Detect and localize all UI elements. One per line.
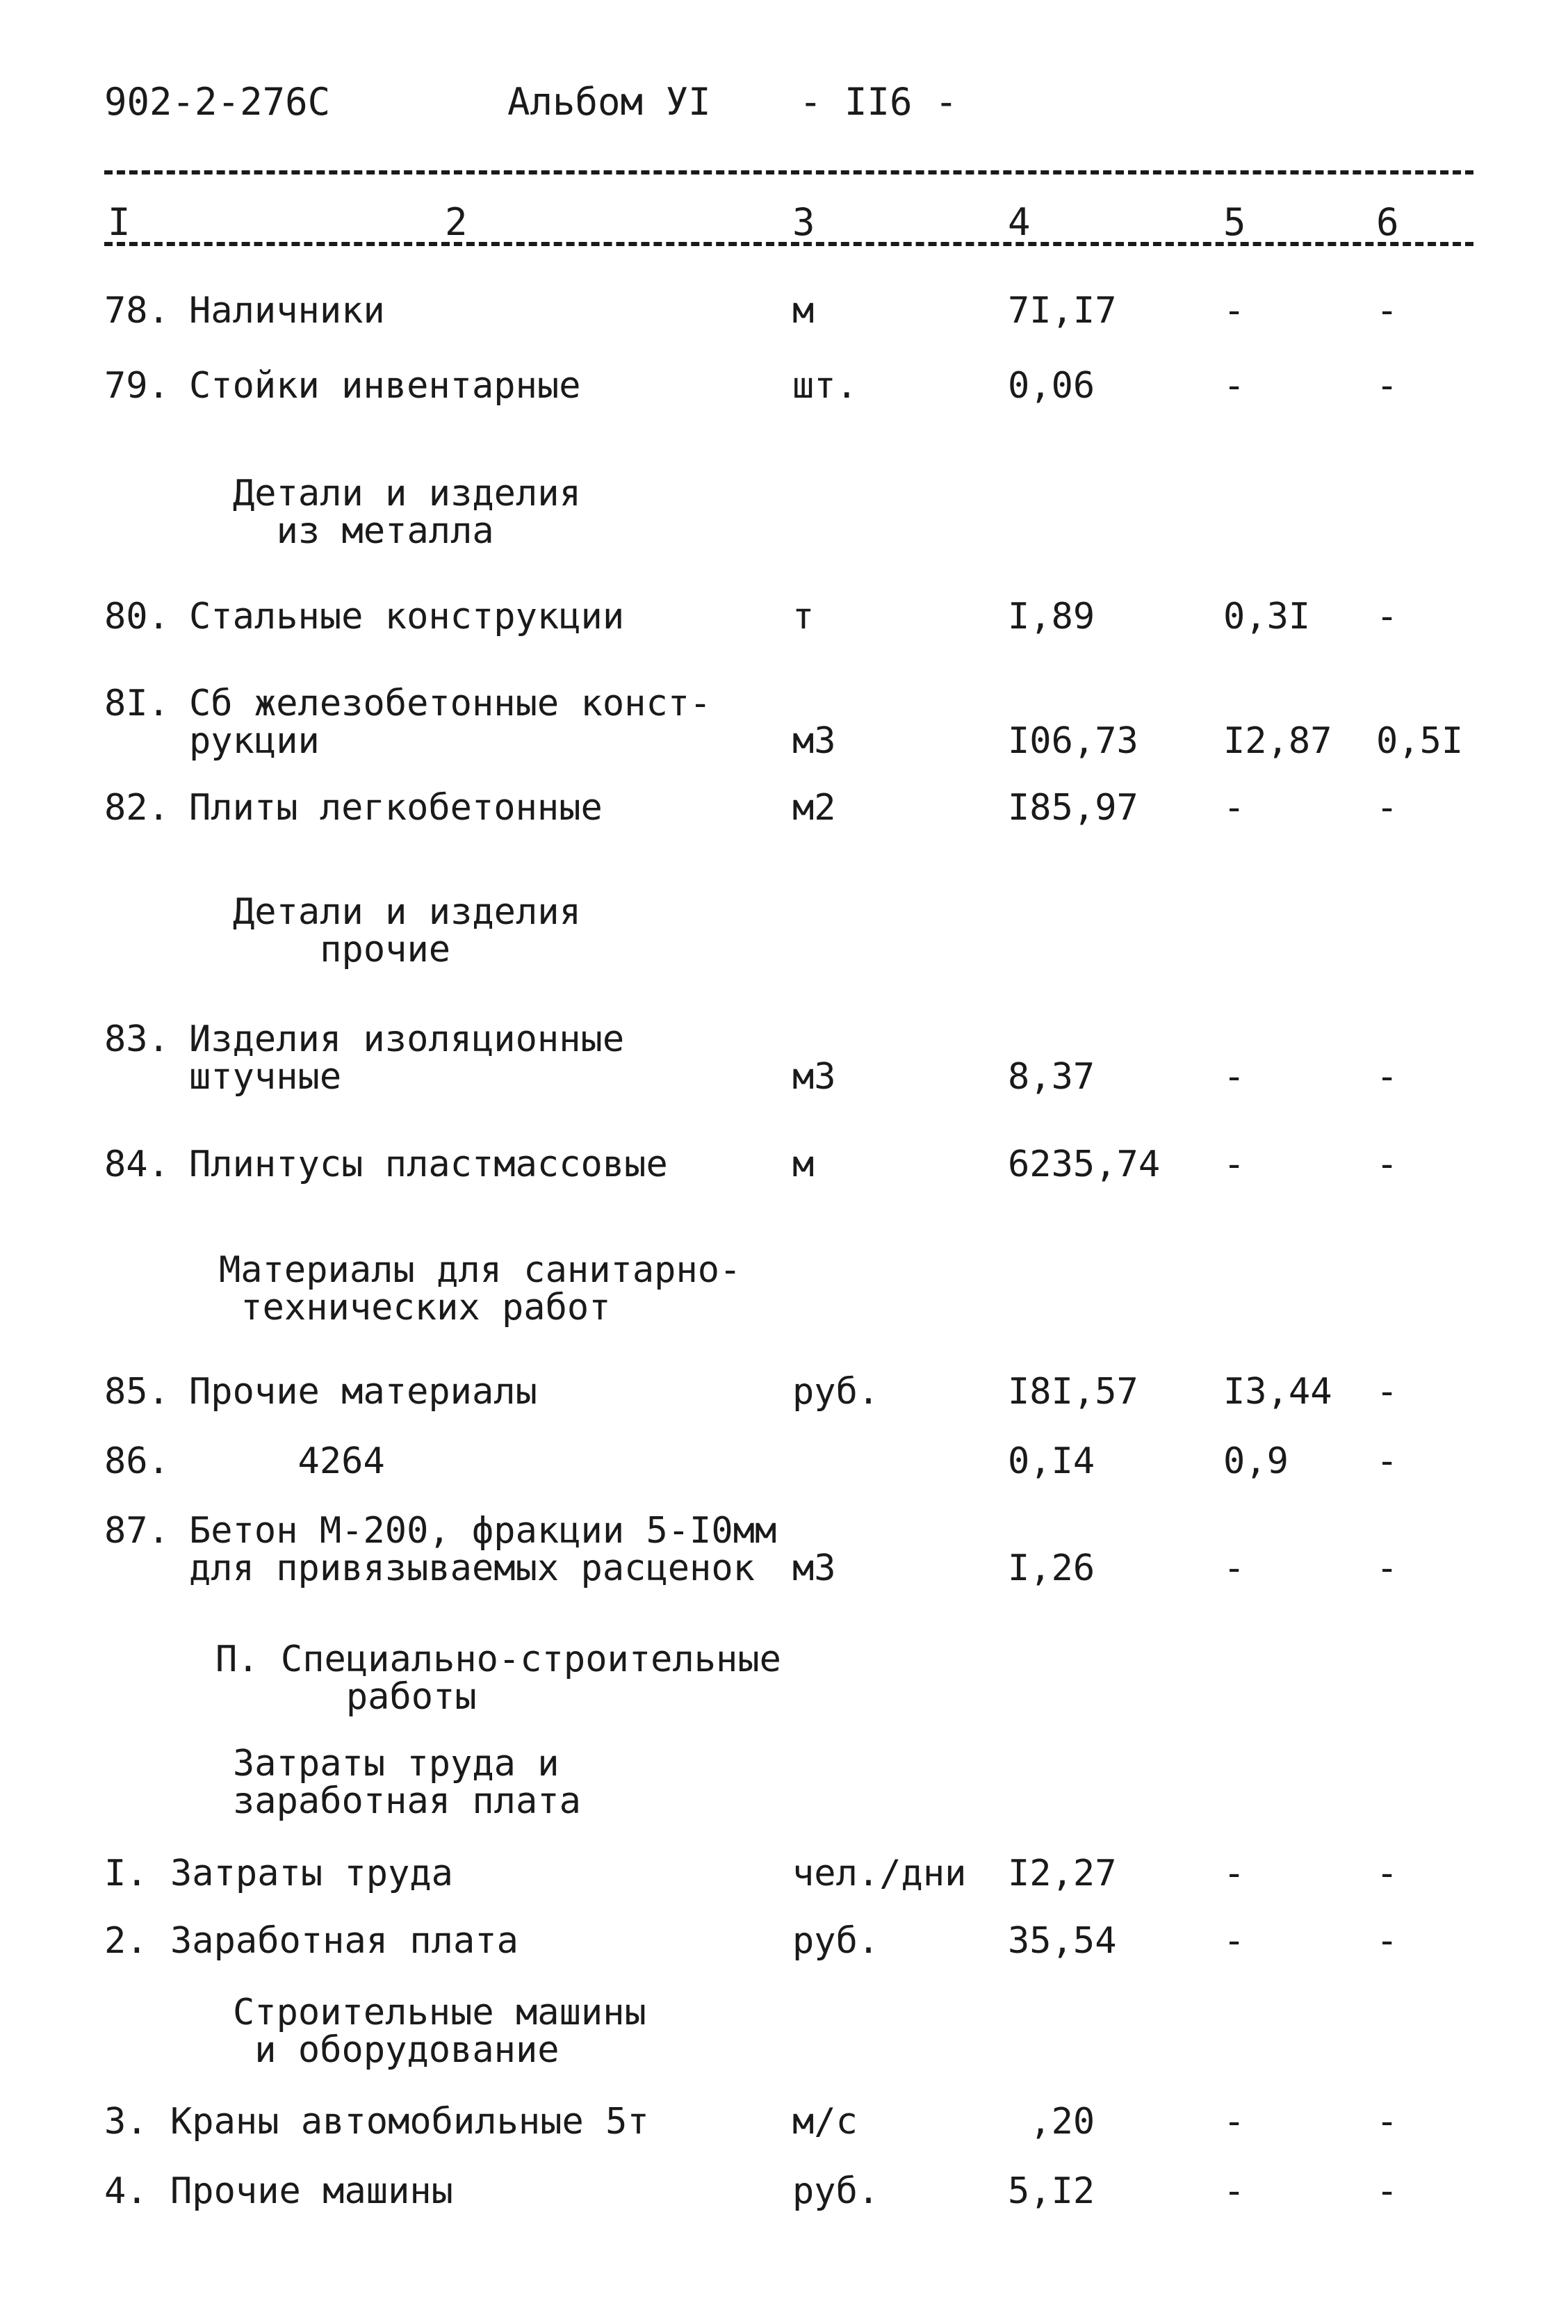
row-unit: м3: [792, 1547, 836, 1589]
row-col5: -: [1223, 787, 1246, 829]
row-col5: -: [1223, 365, 1246, 407]
row-col4: ,20: [1008, 2101, 1095, 2143]
row-col4: I06,73: [1008, 720, 1138, 762]
row-col5: 0,3I: [1223, 596, 1311, 637]
row-col6: -: [1376, 1056, 1398, 1098]
row-col4: 6235,74: [1008, 1144, 1161, 1185]
row-col6: -: [1376, 2101, 1398, 2143]
row-col5: 0,9: [1223, 1440, 1289, 1482]
row-name: Стойки инвентарные: [189, 365, 581, 407]
row-name: Прочие материалы: [189, 1371, 537, 1413]
row-name: Бетон М-200, фракции 5-I0мм для привязываемых расценок: [189, 1510, 777, 1589]
column-1-header: I: [108, 200, 131, 244]
row-col5: I2,87: [1223, 720, 1332, 762]
row-col5: -: [1223, 1144, 1246, 1185]
row-name: Плиты легкобетонные: [189, 787, 603, 829]
row-name: Сб железобетонные конст- рукции: [189, 683, 712, 762]
row-unit: м3: [792, 1056, 836, 1098]
row-number: 2.: [104, 1920, 148, 1962]
row-unit: руб.: [792, 1920, 880, 1962]
row-col5: -: [1223, 1547, 1246, 1589]
row-unit: т: [792, 596, 815, 637]
row-col6: -: [1376, 365, 1398, 407]
row-name: Краны автомобильные 5т: [170, 2101, 649, 2143]
section-heading: Материалы для санитарно- технических работ: [219, 1249, 742, 1328]
row-name: Стальные конструкции: [189, 596, 625, 637]
row-name: Затраты труда: [170, 1853, 453, 1894]
row-number: 79.: [104, 365, 170, 407]
row-name: Заработная плата: [170, 1920, 518, 1962]
row-number: 84.: [104, 1144, 170, 1185]
row-col6: -: [1376, 787, 1398, 829]
column-header-rule: [104, 242, 1473, 246]
section-heading: Строительные машины и оборудование: [233, 1992, 646, 2071]
row-col6: -: [1376, 1547, 1398, 1589]
row-number: 83.: [104, 1018, 170, 1060]
row-col6: 0,5I: [1376, 720, 1464, 762]
row-name: Плинтусы пластмассовые: [189, 1144, 668, 1185]
row-col6: -: [1376, 1920, 1398, 1962]
row-col4: 35,54: [1008, 1920, 1117, 1962]
document-code: 902-2-276С: [104, 80, 331, 124]
row-col6: -: [1376, 1440, 1398, 1482]
row-unit: шт.: [792, 365, 858, 407]
row-col4: 5,I2: [1008, 2170, 1095, 2212]
row-col5: -: [1223, 2170, 1246, 2212]
row-unit: руб.: [792, 2170, 880, 2212]
row-number: 4.: [104, 2170, 148, 2212]
row-col4: I,89: [1008, 596, 1095, 637]
section-heading: Детали и изделия прочие: [233, 891, 581, 970]
page-number: - II6 -: [799, 80, 958, 124]
row-col4: I2,27: [1008, 1853, 1117, 1894]
row-col5: -: [1223, 1056, 1246, 1098]
row-col6: -: [1376, 596, 1398, 637]
row-col5: I3,44: [1223, 1371, 1332, 1413]
row-col4: I85,97: [1008, 787, 1138, 829]
album-label: Альбом УI: [507, 80, 711, 124]
row-col5: -: [1223, 290, 1246, 332]
section-heading: П. Специально-строительные работы: [215, 1639, 781, 1718]
row-number: 82.: [104, 787, 170, 829]
row-unit: чел./дни: [792, 1853, 967, 1894]
row-unit: руб.: [792, 1371, 880, 1413]
column-5-header: 5: [1223, 200, 1246, 244]
row-name: Изделия изоляционные штучные: [189, 1018, 625, 1098]
row-name: Прочие машины: [170, 2170, 453, 2212]
column-3-header: 3: [792, 200, 815, 244]
row-number: 8I.: [104, 683, 170, 724]
row-col5: -: [1223, 1920, 1246, 1962]
row-col4: I8I,57: [1008, 1371, 1138, 1413]
row-col4: 0,I4: [1008, 1440, 1095, 1482]
row-number: 78.: [104, 290, 170, 332]
header-rule: [104, 170, 1473, 174]
row-unit: м: [792, 290, 815, 332]
row-col6: -: [1376, 1371, 1398, 1413]
row-number: 87.: [104, 1510, 170, 1552]
row-col5: -: [1223, 2101, 1246, 2143]
column-4-header: 4: [1008, 200, 1031, 244]
column-2-header: 2: [445, 200, 468, 244]
row-number: 86.: [104, 1440, 170, 1482]
column-6-header: 6: [1376, 200, 1399, 244]
row-name: 4264: [189, 1440, 385, 1482]
section-heading: Детали и изделия из металла: [233, 473, 581, 552]
section-heading: Затраты труда и заработная плата: [233, 1743, 581, 1822]
row-unit: м3: [792, 720, 836, 762]
row-col6: -: [1376, 1853, 1398, 1894]
row-number: 3.: [104, 2101, 148, 2143]
row-name: Наличники: [189, 290, 385, 332]
row-col6: -: [1376, 1144, 1398, 1185]
row-col5: -: [1223, 1853, 1246, 1894]
row-number: I.: [104, 1853, 148, 1894]
row-unit: м: [792, 1144, 815, 1185]
row-col4: 0,06: [1008, 365, 1095, 407]
row-number: 80.: [104, 596, 170, 637]
row-col6: -: [1376, 290, 1398, 332]
row-col6: -: [1376, 2170, 1398, 2212]
row-col4: 7I,I7: [1008, 290, 1117, 332]
row-number: 85.: [104, 1371, 170, 1413]
row-col4: 8,37: [1008, 1056, 1095, 1098]
row-col4: I,26: [1008, 1547, 1095, 1589]
row-unit: м/с: [792, 2101, 858, 2143]
row-unit: м2: [792, 787, 836, 829]
